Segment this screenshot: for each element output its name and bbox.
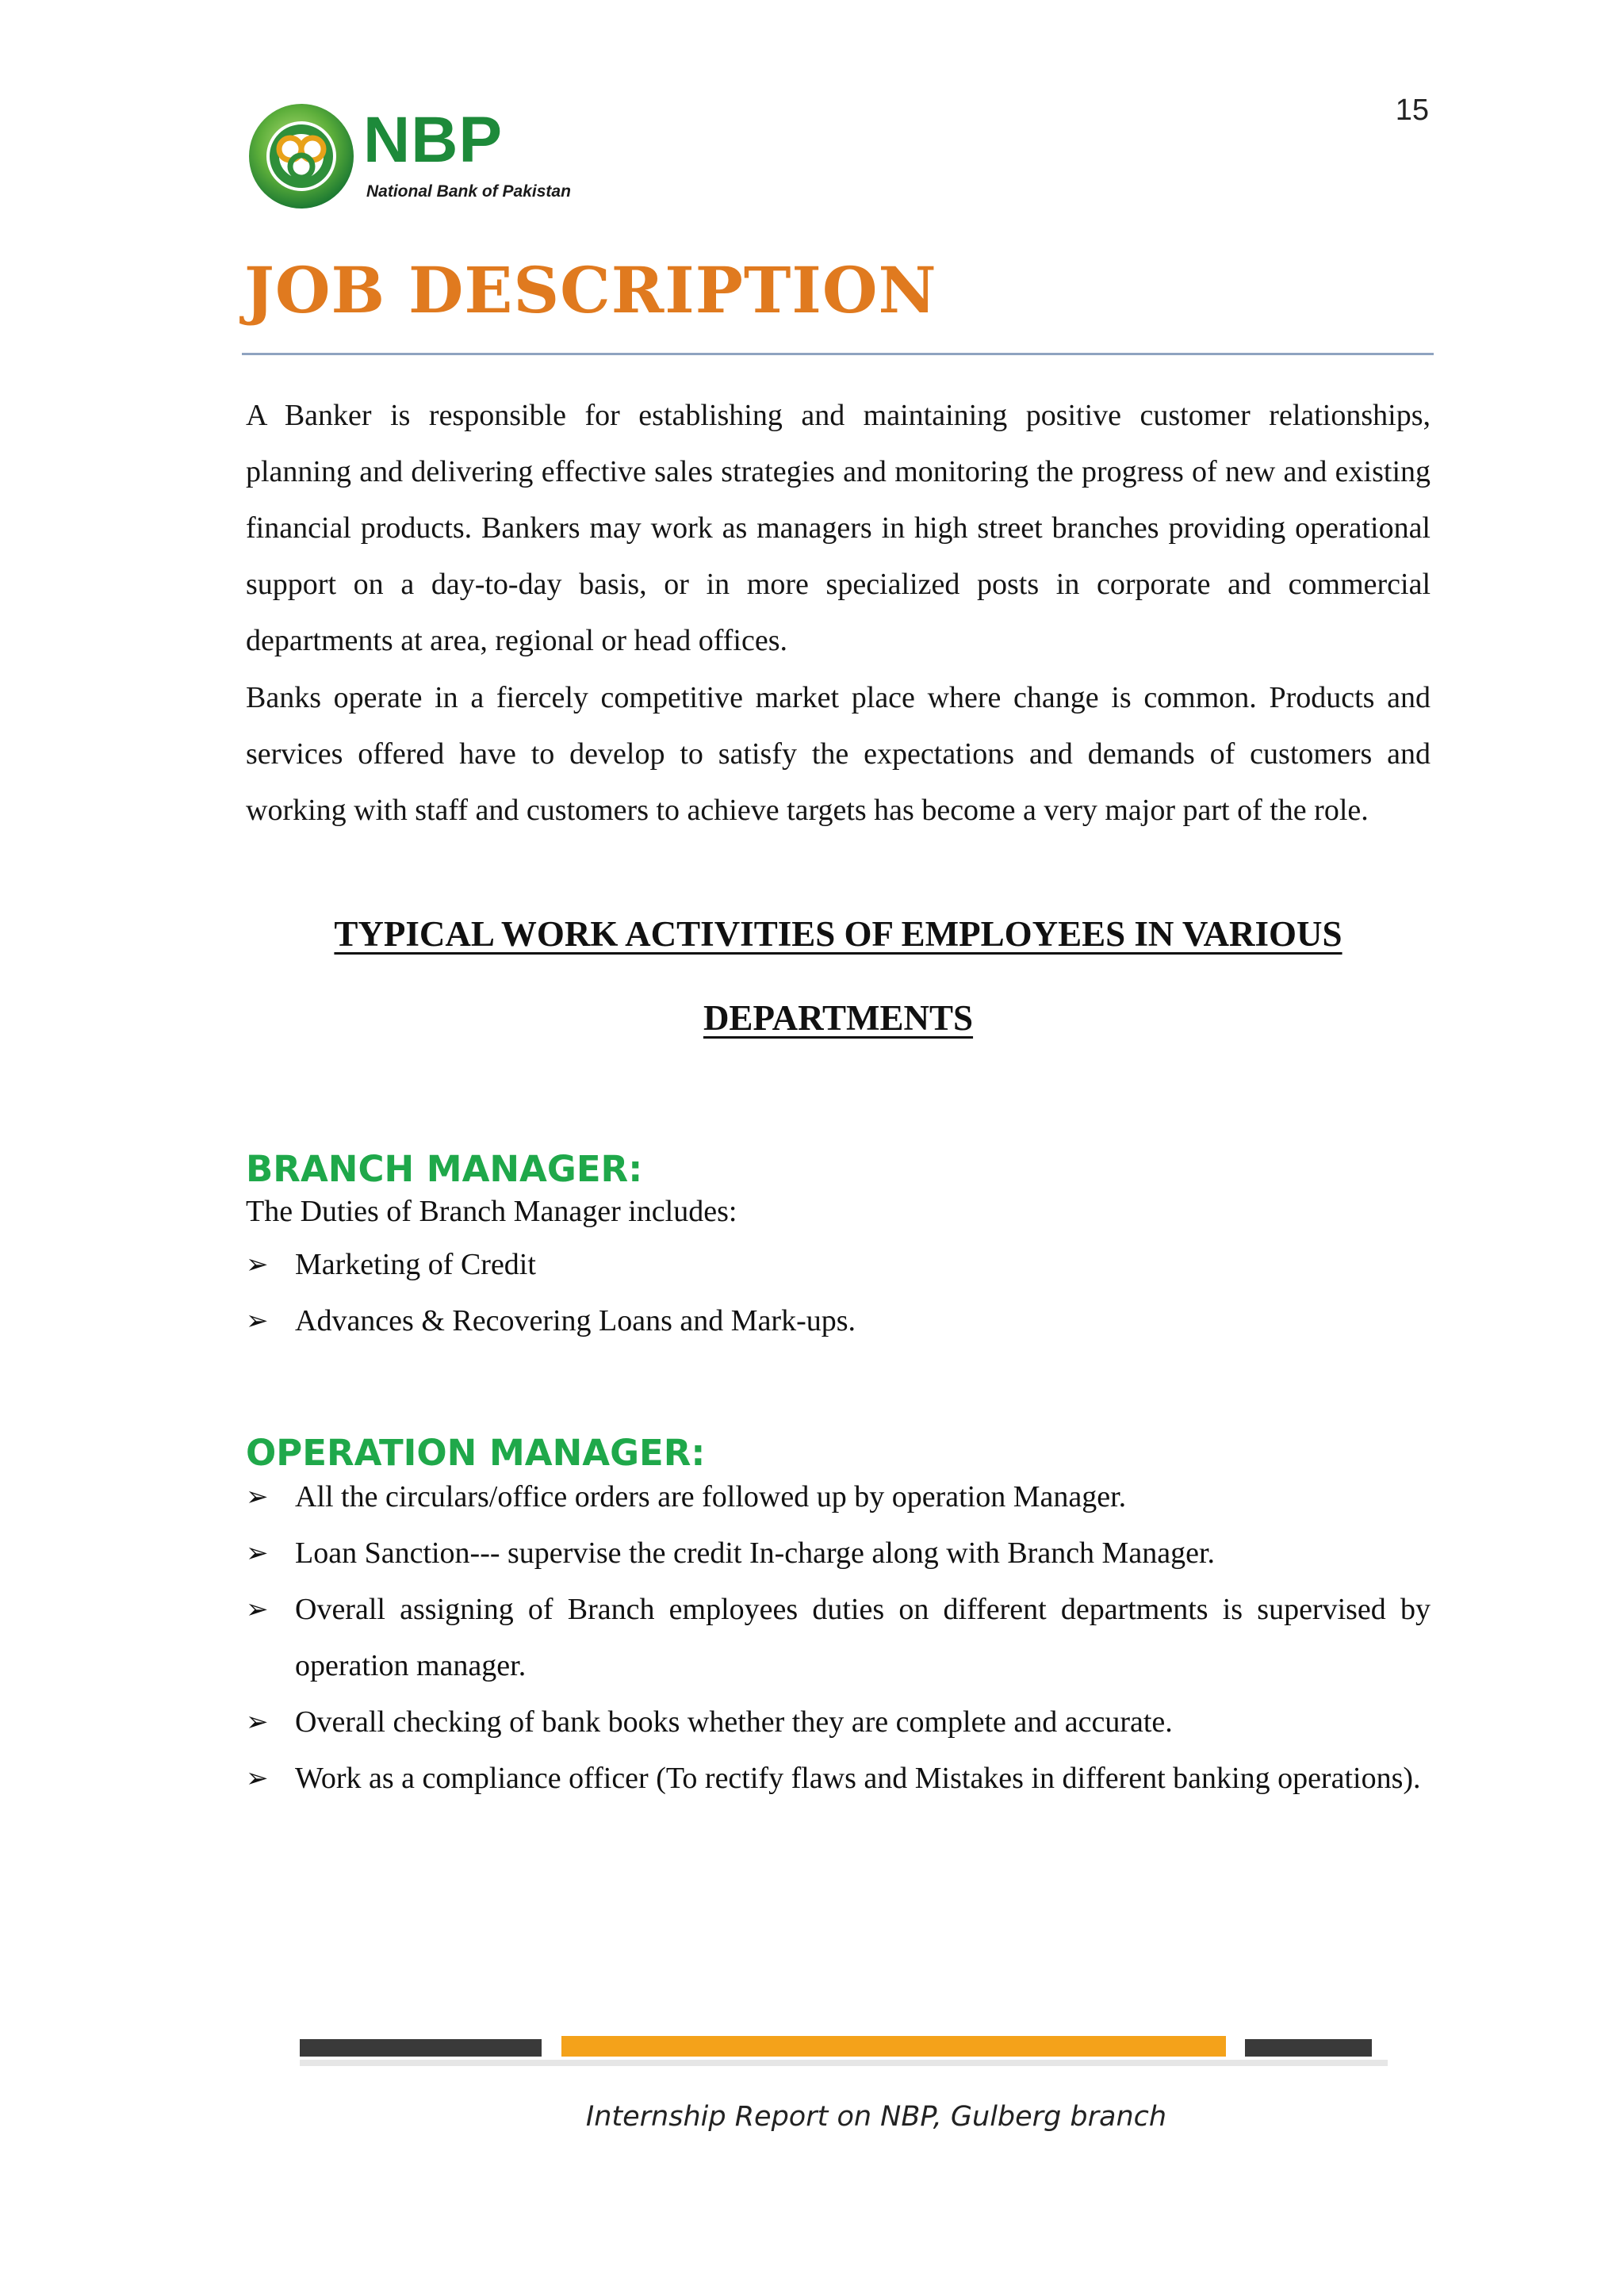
arrow-bullet-icon: ➢ bbox=[246, 1481, 269, 1513]
list-item: ➢ Marketing of Credit bbox=[246, 1237, 1431, 1293]
logo-subtitle: National Bank of Pakistan bbox=[366, 182, 571, 201]
section-heading: TYPICAL WORK ACTIVITIES OF EMPLOYEES IN VARIOUS bbox=[334, 914, 1342, 954]
list-item: ➢ Advances & Recovering Loans and Mark-ups. bbox=[246, 1293, 1431, 1349]
body-paragraph: A Banker is responsible for establishing and maintaining positive customer relationships, planning and delivering effective sales strategies and monitoring the progress of new and existing financial products. Bankers may work as managers in high street branches providing operational support on a day-to-day basis, or in more specialized posts in corporate and commercial departments at area, regional or head offices. bbox=[246, 399, 1431, 657]
title-divider bbox=[242, 353, 1434, 355]
arrow-bullet-icon: ➢ bbox=[246, 1249, 269, 1280]
footer-bar-orange bbox=[561, 2036, 1226, 2057]
branch-manager-duties bbox=[246, 1237, 1431, 1349]
footer-bar-dark bbox=[300, 2039, 542, 2057]
page-number: 15 bbox=[1395, 94, 1429, 127]
arrow-bullet-icon: ➢ bbox=[246, 1762, 269, 1794]
arrow-bullet-icon: ➢ bbox=[246, 1594, 269, 1625]
section-heading: DEPARTMENTS bbox=[703, 998, 974, 1038]
arrow-bullet-icon: ➢ bbox=[246, 1706, 269, 1738]
nbp-emblem-icon bbox=[244, 97, 363, 216]
list-item: ➢ Overall assigning of Branch employees duties on different departments is supervised by operation manager. bbox=[246, 1582, 1431, 1694]
branch-manager-intro: The Duties of Branch Manager includes: bbox=[246, 1195, 737, 1228]
nbp-logo bbox=[244, 97, 609, 216]
arrow-bullet-icon: ➢ bbox=[246, 1305, 269, 1337]
page-title: JOB DESCRIPTION bbox=[244, 253, 937, 327]
logo-letters: NBP bbox=[363, 104, 504, 176]
list-item: ➢ Work as a compliance officer (To rectify flaws and Mistakes in different banking operations). bbox=[246, 1751, 1431, 1807]
footer-caption: Internship Report on NBP, Gulberg branch bbox=[585, 2101, 1167, 2133]
footer-bar-shadow bbox=[300, 2060, 1388, 2066]
list-item: ➢ Overall checking of bank books whether they are complete and accurate. bbox=[246, 1694, 1431, 1751]
body-paragraph: Banks operate in a fiercely competitive market place where change is common. Products and services offered have to develop to satisfy the expectations and demands of customers and working with staff and customers to achieve targets has become a very major part of the role. bbox=[246, 681, 1431, 827]
branch-manager-heading: BRANCH MANAGER: bbox=[246, 1148, 643, 1190]
operation-manager-duties bbox=[246, 1469, 1431, 1807]
footer-bar-dark bbox=[1245, 2039, 1372, 2057]
list-item: ➢ All the circulars/office orders are followed up by operation Manager. bbox=[246, 1469, 1431, 1525]
operation-manager-heading: OPERATION MANAGER: bbox=[246, 1432, 706, 1474]
arrow-bullet-icon: ➢ bbox=[246, 1537, 269, 1569]
list-item: ➢ Loan Sanction--- supervise the credit In-charge along with Branch Manager. bbox=[246, 1525, 1431, 1582]
